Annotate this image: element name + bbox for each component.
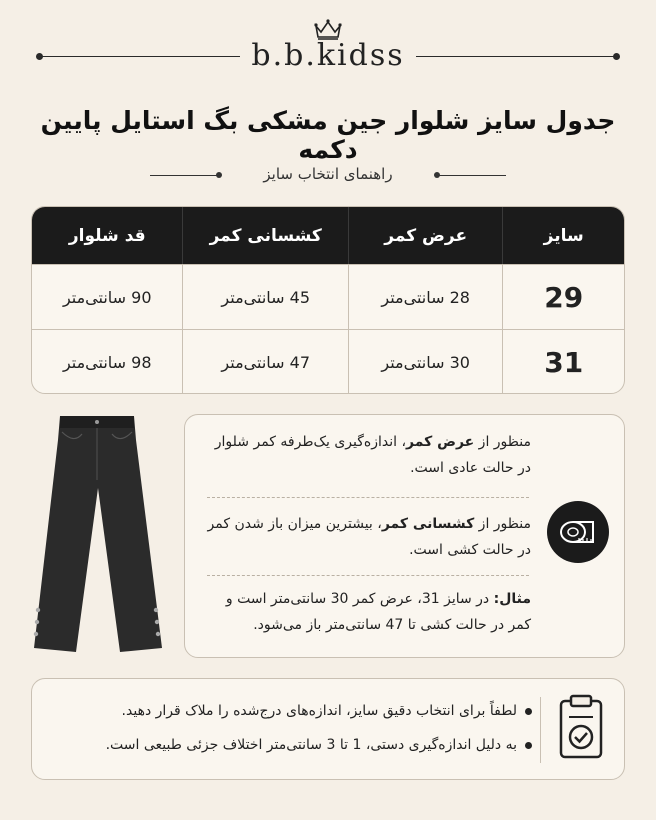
cell-waist-stretch: 45 سانتی‌متر <box>182 265 347 329</box>
cell-length: 90 سانتی‌متر <box>62 287 152 307</box>
subtitle-dot-left <box>216 172 222 178</box>
brand-divider-right <box>416 56 616 57</box>
bullet <box>525 742 532 749</box>
notes-box <box>31 678 625 780</box>
header-length: قد شلوار <box>68 225 146 246</box>
header-size: سایز <box>502 207 624 264</box>
header-waist-stretch: کشسانی کمر <box>182 207 347 264</box>
example-explanation: مثال: در سایز 31، عرض کمر 30 سانتی‌متر است و کمر در حالت کشی تا 47 سانتی‌متر باز می‌شود. <box>225 591 531 633</box>
notes-divider <box>540 697 541 763</box>
size-table <box>31 206 625 394</box>
bullet <box>525 708 532 715</box>
brand-divider-left <box>40 56 240 57</box>
divider <box>207 497 529 498</box>
brand-dot-left <box>36 53 43 60</box>
table-row <box>32 264 624 329</box>
crown-icon <box>314 18 342 40</box>
note-item: لطفاً برای انتخاب دقیق سایز، اندازه‌های درج‌شده را ملاک قرار دهید. <box>46 703 532 719</box>
measuring-tape-icon <box>547 501 609 563</box>
cell-size: 31 <box>502 330 624 394</box>
header-waist-width: عرض کمر <box>348 207 502 264</box>
jeans-product-image <box>22 410 172 660</box>
subtitle-line-left <box>150 175 220 176</box>
cell-waist-width: 28 سانتی‌متر <box>348 265 502 329</box>
cell-size: 29 <box>502 265 624 329</box>
brand-header <box>0 18 656 78</box>
subtitle-row <box>0 163 656 187</box>
waist-width-explanation: منظور از عرض کمر، اندازه‌گیری یک‌طرفه کمر شلوار در حالت عادی است. <box>214 434 531 476</box>
subtitle-line-right <box>436 175 506 176</box>
measurement-info-box <box>184 414 625 658</box>
cell-waist-width: 30 سانتی‌متر <box>348 330 502 394</box>
brand-name: b.b.kidss <box>251 38 405 73</box>
page-title: جدول سایز شلوار جین مشکی بگ استایل پایین دکمه <box>40 106 616 164</box>
subtitle: راهنمای انتخاب سایز <box>263 165 393 183</box>
table-header <box>32 207 624 264</box>
cell-length: 98 سانتی‌متر <box>62 352 152 372</box>
note-item: به دلیل اندازه‌گیری دستی، 1 تا 3 سانتی‌متر اختلاف جزئی طبیعی است. <box>46 737 532 753</box>
table-row <box>32 329 624 394</box>
clipboard-check-icon <box>556 693 606 763</box>
divider <box>207 575 529 576</box>
cell-waist-stretch: 47 سانتی‌متر <box>182 330 347 394</box>
brand-dot-right <box>613 53 620 60</box>
waist-stretch-explanation: منظور از کشسانی کمر، بیشترین میزان باز شدن کمر در حالت کشی است. <box>207 516 531 558</box>
